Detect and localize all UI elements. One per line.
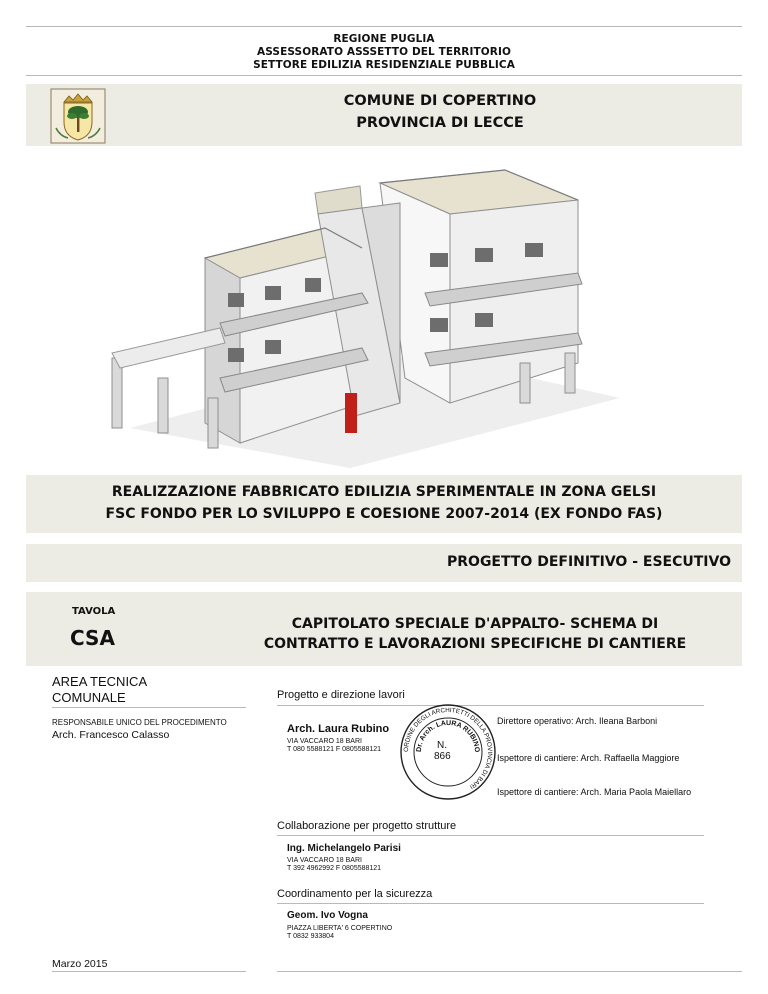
staff-direttore: Direttore operativo: Arch. Ileana Barboni	[497, 716, 658, 726]
document-date: Marzo 2015	[52, 958, 108, 970]
sicurezza-phone: T 0832 933804	[287, 933, 334, 940]
tavola-label: TAVOLA	[72, 606, 116, 617]
header-settore: SETTORE EDILIZIA RESIDENZIALE PUBBLICA	[253, 59, 515, 71]
area-tecnica-line1: AREA TECNICA	[52, 674, 148, 689]
tavola-title-line2: CONTRATTO E LAVORAZIONI SPECIFICHE DI CANTIERE	[263, 636, 687, 652]
stamp-number: 866	[434, 751, 451, 762]
project-phase: PROGETTO DEFINITIVO - ESECUTIVO	[447, 554, 731, 570]
coat-of-arms	[50, 88, 106, 144]
rup-label: RESPONSABILE UNICO DEL PROCEDIMENTO	[52, 718, 227, 727]
progetto-phone: T 080 5588121 F 0805588121	[287, 746, 382, 753]
strutture-name: Ing. Michelangelo Parisi	[287, 843, 401, 854]
sicurezza-heading: Coordinamento per la sicurezza	[277, 888, 433, 900]
stamp-n-label: N.	[437, 740, 447, 751]
sicurezza-name: Geom. Ivo Vogna	[287, 910, 368, 921]
sicurezza-rule	[277, 903, 704, 904]
progetto-address: VIA VACCARO 18 BARI	[287, 738, 362, 745]
header-rule	[26, 75, 742, 76]
staff-ispettore-2: Ispettore di cantiere: Arch. Maria Paola Maiellaro	[497, 787, 692, 797]
header-region: REGIONE PUGLIA	[333, 33, 435, 45]
strutture-heading: Collaborazione per progetto strutture	[277, 820, 457, 832]
staff-ispettore-1: Ispettore di cantiere: Arch. Raffaella Maggiore	[497, 753, 680, 763]
progetto-name: Arch. Laura Rubino	[287, 723, 390, 735]
rup-name: Arch. Francesco Calasso	[52, 729, 170, 741]
tavola-title-line1: CAPITOLATO SPECIALE D'APPALTO- SCHEMA DI	[291, 616, 659, 632]
strutture-phone: T 392 4962992 F 0805588121	[287, 865, 382, 872]
top-rule	[26, 26, 742, 27]
header-assessorato: ASSESSORATO ASSSETTO DEL TERRITORIO	[256, 46, 511, 58]
tavola-code: CSA	[70, 626, 115, 650]
building-rendering	[100, 148, 630, 473]
coat-of-arms-icon	[50, 88, 106, 144]
project-title-line1: REALIZZAZIONE FABBRICATO EDILIZIA SPERIMENTALE IN ZONA GELSI	[111, 484, 657, 500]
bottom-rule	[277, 971, 742, 972]
comune-province: PROVINCIA DI LECCE	[356, 115, 524, 131]
progetto-heading: Progetto e direzione lavori	[277, 689, 405, 701]
strutture-rule	[277, 835, 704, 836]
svg-text:Dr. Arch. LAURA RUBINO: Dr. Arch. LAURA RUBINO	[415, 719, 481, 753]
comune-name: COMUNE DI COPERTINO	[343, 93, 537, 109]
area-tecnica-line2: COMUNALE	[52, 690, 126, 705]
strutture-address: VIA VACCARO 18 BARI	[287, 857, 362, 864]
date-rule	[52, 971, 246, 972]
building-rendering-image	[100, 148, 630, 473]
svg-text:ORDINE DEGLI ARCHITETTI DELLA: ORDINE DEGLI ARCHITETTI DELLA PROVINCIA DI BARI	[402, 706, 494, 791]
sicurezza-address: PIAZZA LIBERTA' 6 COPERTINO	[287, 925, 393, 932]
project-title-line2: FSC FONDO PER LO SVILUPPO E COESIONE 2007-2014 (EX FONDO FAS)	[105, 506, 663, 522]
left-rule	[52, 707, 246, 708]
